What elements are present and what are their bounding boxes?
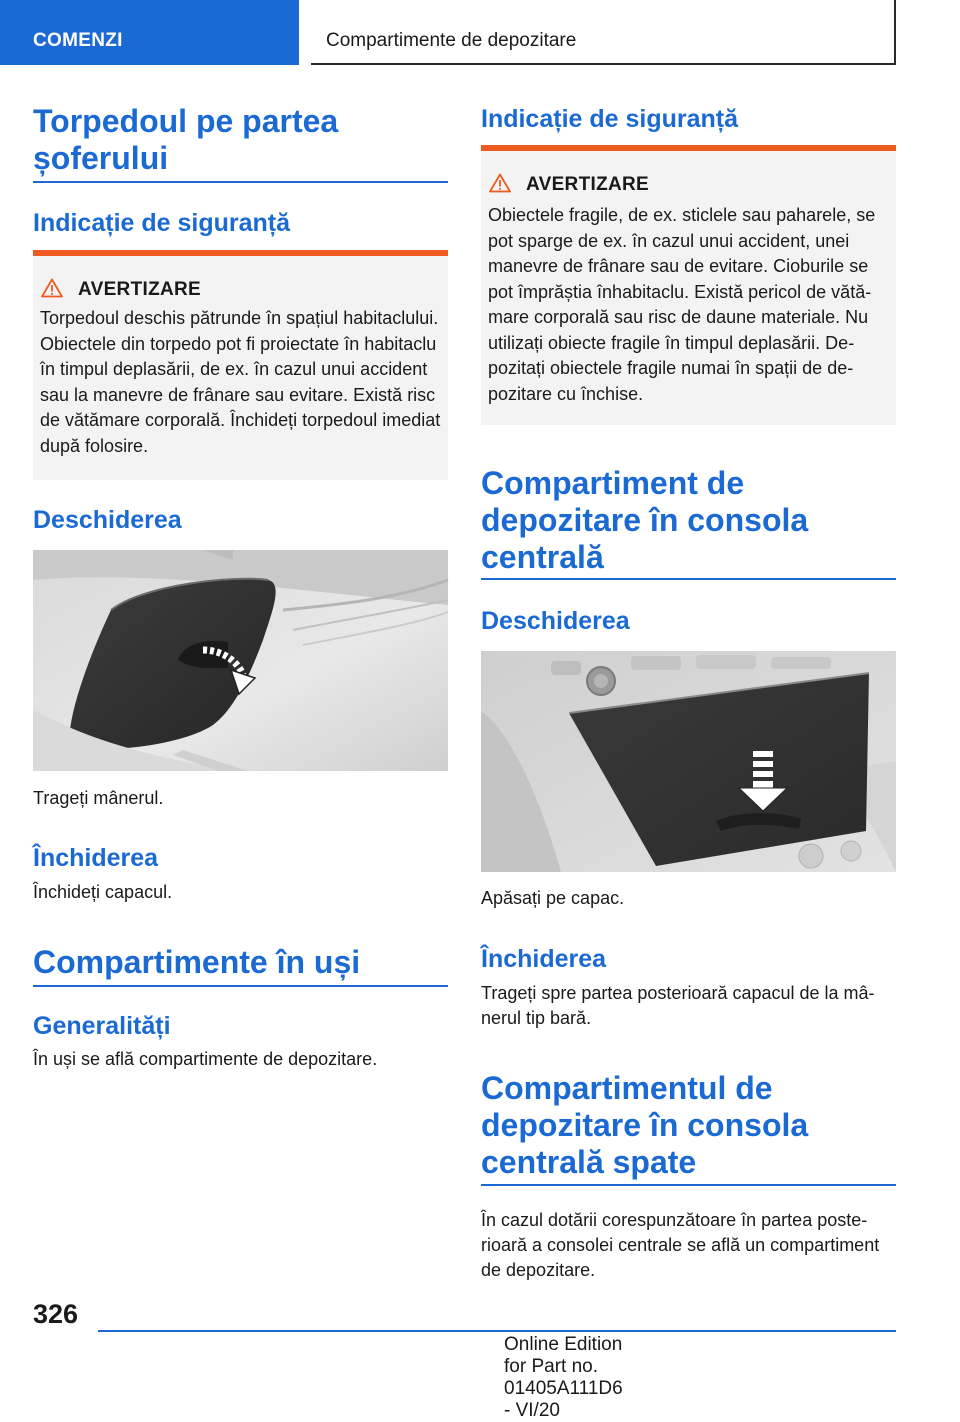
center-console-photo [481, 651, 896, 872]
footer-rule [98, 1330, 896, 1332]
page-number: 326 [33, 1299, 79, 1329]
closing-heading: Închiderea [33, 844, 159, 872]
warning-box [33, 250, 448, 480]
page-title: Torpedoul pe partea șoferului [33, 103, 339, 176]
rear-console-title: Compartimentul de depozitare în consola centrală spate [481, 1070, 809, 1180]
safety-heading-right: Indicație de siguranță [481, 105, 739, 133]
footer-edition-text: Online Edition for Part no. 01405A111D6 - VI/20 [504, 1334, 623, 1421]
rear-console-text: În cazul dotării corespunzătoare în partea posterioară a consolei centrale se află un compartiment de depozitare. [481, 1210, 880, 1280]
warning-bar [33, 250, 448, 256]
doors-rule [33, 985, 448, 987]
opening-heading: Deschiderea [33, 506, 182, 534]
title-rule [33, 181, 448, 183]
closing-text: Închideți capacul. [33, 882, 173, 902]
warning-icon [489, 173, 511, 193]
warning-text: Obiectele fragile, de ex. sticlele sau paharele, se pot sparge de ex. în cazul unui accident, unei manevre de frânare sau de evitare. Cioburile se pot împrăștia înhabitaclu. Există pericol de vătămare corporală sau risc de daune materiale. Nu utilizați obiecte fragile în timpul deplasării. Depozitați obiectele fragile numai în spații de depozitare cu închise. [488, 205, 876, 404]
chapter-tab [311, 0, 896, 65]
closing-heading-right: Închiderea [481, 945, 607, 973]
closing-text-right: Trageți spre partea posterioară capacul de la mânerul tip bară. [481, 983, 875, 1028]
center-console-rule [481, 578, 896, 580]
warning-text: Torpedoul deschis pătrunde în spațiul habitaclului. Obiectele din torpedo pot fi proiectate în habitaclu în timpul deplasării, de ex. în cazul unui accident sau la manevre de frânare sau evitare. Există risc de vătămare corporală. Închideți torpedoul imediat după folosire. [40, 308, 441, 456]
warning-label: AVERTIZARE [526, 174, 649, 195]
doors-title: Compartimente în uși [33, 944, 361, 980]
warning-icon [41, 278, 63, 298]
warning-box-right [481, 145, 896, 425]
glovebox-photo [33, 550, 448, 771]
general-heading: Generalități [33, 1012, 171, 1040]
rear-console-rule [481, 1184, 896, 1186]
center-console-title: Compartiment de depozitare în consola centrală [481, 465, 809, 575]
chapter-label: Compartimente de depozitare [326, 30, 577, 51]
general-text: În uși se află compartimente de depozitare. [33, 1049, 378, 1069]
opening-text: Trageți mânerul. [33, 788, 164, 808]
warning-bar [481, 145, 896, 151]
opening-heading-right: Deschiderea [481, 607, 630, 635]
safety-heading: Indicație de siguranță [33, 209, 291, 237]
warning-label: AVERTIZARE [78, 279, 201, 300]
section-label: COMENZI [33, 30, 123, 51]
section-tab [0, 0, 299, 65]
opening-text-right: Apăsați pe capac. [481, 888, 625, 908]
